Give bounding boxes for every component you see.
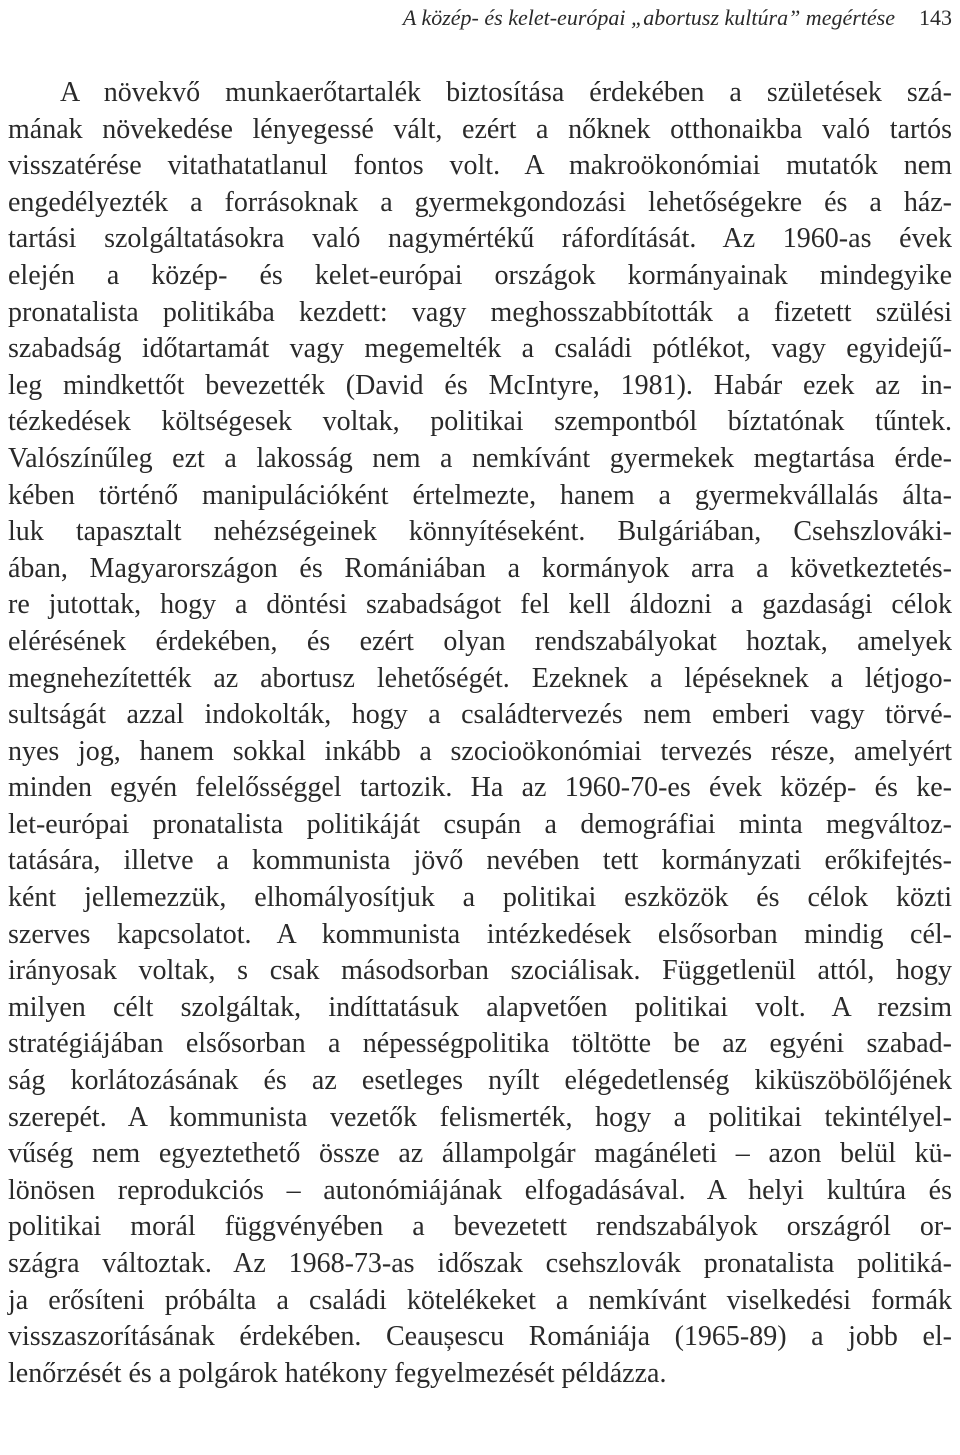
text-line: visszatérése vitathatatlanul fontos volt. A makroökonómiai mutatók nem xyxy=(8,150,952,182)
text-line: lönösen reprodukciós – autonómiájának elfogadásával. A helyi kultúra és xyxy=(8,1174,952,1206)
text-line: engedélyezték a forrásoknak a gyermekgondozási lehetőségekre és a ház- xyxy=(8,186,952,218)
text-line: tézkedések költségesek voltak, politikai szempontból bíztatónak tűntek. xyxy=(8,406,952,438)
text-line: Valószínűleg ezt a lakosság nem a nemkívánt gyermekek megtartása érde- xyxy=(8,442,952,474)
text-line: ként jellemezzük, elhomályosítjuk a politikai eszközök és célok közti xyxy=(8,882,952,914)
text-line: vűség nem egyeztethető össze az állampolgár magánéleti – azon belül kü- xyxy=(8,1138,952,1170)
text-line: re jutottak, hogy a döntési szabadságot fel kell áldozni a gazdasági célok xyxy=(8,589,952,621)
running-header xyxy=(8,0,952,36)
text-line: mának növekedése lényegessé vált, ezért a nőknek otthonaikba való tartós xyxy=(8,113,952,145)
text-line: szerepét. A kommunista vezetők felismerték, hogy a politikai tekintélyel- xyxy=(8,1101,952,1133)
text-line: irányosak voltak, s csak másodsorban szociálisak. Függetlenül attól, hogy xyxy=(8,955,952,987)
text-line: minden egyén felelősséggel tartozik. Ha az 1960-70-es évek közép- és ke- xyxy=(8,772,952,804)
text-line: let-európai pronatalista politikáját csupán a demográfiai minta megváltoz- xyxy=(8,808,952,840)
text-line: nyes jog, hanem sokkal inkább a szocioökonómiai tervezés része, amelyért xyxy=(8,735,952,767)
text-line: sultságát azzal indokolták, hogy a családtervezés nem emberi vagy törvé- xyxy=(8,699,952,731)
text-line: szágra változtak. Az 1968-73-as időszak csehszlovák pronatalista politiká- xyxy=(8,1248,952,1279)
text-line: stratégiájában elsősorban a népességpolitika töltötte be az egyéni szabad- xyxy=(8,1028,952,1060)
text-line: elején a közép- és kelet-európai országok kormányainak mindegyike xyxy=(8,259,952,291)
text-line: politikai morál függvényében a bevezetett rendszabályok országról or- xyxy=(8,1211,952,1243)
text-line: visszaszorításának érdekében. Ceaușescu Romániája (1965-89) a jobb el- xyxy=(8,1321,952,1353)
text-line: luk tapasztalt nehézségeinek könnyítéseként. Bulgáriában, Csehszlováki- xyxy=(8,516,952,548)
text-line: milyen célt szolgáltak, indíttatásuk alapvetően politikai volt. A rezsim xyxy=(8,991,952,1023)
text-line: tartási szolgáltatásokra való nagymértékű ráfordítását. Az 1960-as évek xyxy=(8,223,952,255)
text-line: szerves kapcsolatot. A kommunista intézkedések elsősorban mindig cél- xyxy=(8,918,952,950)
running-head-title: A közép- és kelet-európai „abortusz kultúra” megértése xyxy=(402,5,895,30)
text-line: kében történő manipulációként értelmezte, hanem a gyermekvállalás álta- xyxy=(8,479,952,511)
text-line: A növekvő munkaerőtartalék biztosítása érdekében a születések szá- xyxy=(60,77,952,108)
text-line: ában, Magyarországon és Romániában a kormányok arra a következtetés- xyxy=(8,552,952,584)
body-paragraph xyxy=(8,75,952,1392)
text-line: lenőrzését és a polgárok hatékony fegyelmezését példázza. xyxy=(8,1357,667,1389)
text-line: szabadság időtartamát vagy megemelték a családi pótlékot, vagy egyidejű- xyxy=(8,333,952,365)
text-line: ság korlátozásának és az esetleges nyílt elégedetlenség kiküszöbölőjének xyxy=(8,1065,952,1097)
text-line: tatására, illetve a kommunista jövő nevében tett kormányzati erőkifejtés- xyxy=(8,845,952,877)
text-line: elérésének érdekében, és ezért olyan rendszabályokat hoztak, amelyek xyxy=(8,625,952,657)
text-line: leg mindkettőt bevezették (David és McIntyre, 1981). Habár ezek az in- xyxy=(8,369,952,401)
page-number: 143 xyxy=(919,5,952,30)
text-line: ja erősíteni próbálta a családi kötelékeket a nemkívánt viselkedési formák xyxy=(8,1284,952,1316)
text-line: pronatalista politikába kezdett: vagy meghosszabbították a fizetett szülési xyxy=(8,296,952,328)
text-line: megnehezítették az abortusz lehetőségét. Ezeknek a lépéseknek a létjogo- xyxy=(8,662,952,694)
